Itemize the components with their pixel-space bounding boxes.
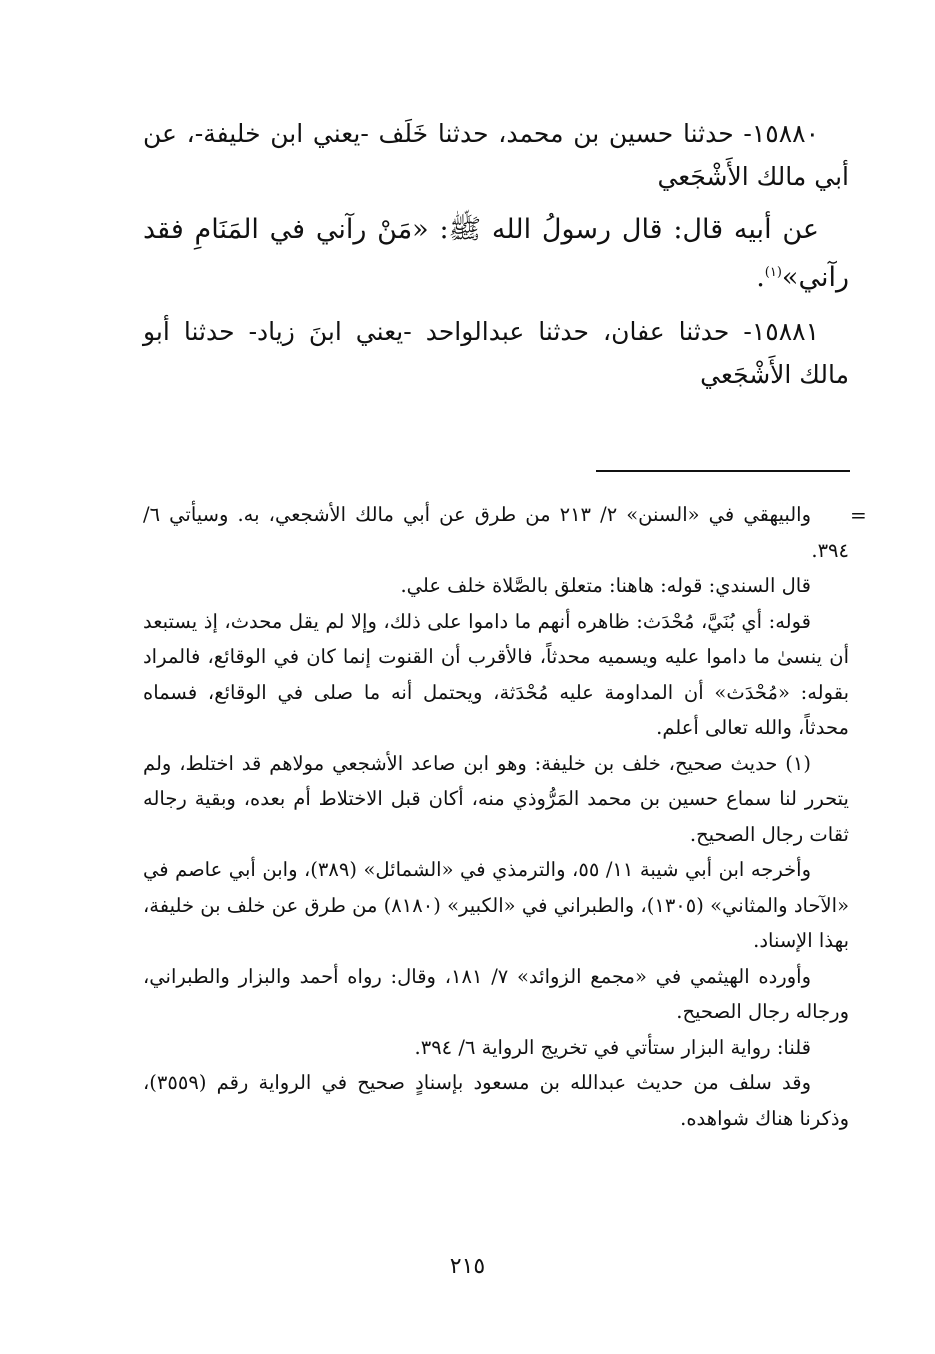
- footnote-paragraph: والبيهقي في «السنن» ٢/ ٢١٣ من طرق عن أبي مالك الأشجعي، به. وسيأتي ٦/ ٣٩٤.: [143, 503, 849, 562]
- page-number: ٢١٥: [449, 1254, 486, 1279]
- hadith-15880-matn-text: عن أبيه قال: قال رسولُ الله ﷺ: «مَنْ رآني في المَنَامِ فقد رآني»: [143, 214, 849, 293]
- footnote-paragraph: وأورده الهيثمي في «مجمع الزوائد» ٧/ ١٨١، وقال: رواه أحمد والبزار والطبراني، ورجاله رجال الصحيح.: [143, 964, 849, 1023]
- footnotes: [143, 497, 849, 1136]
- hadith-15880-matn: [143, 206, 849, 302]
- footnote-paragraph: قلنا: رواية البزار ستأتي في تخريج الرواية ٦/ ٣٩٤.: [414, 1035, 811, 1059]
- hadith-15880-isnad: ١٥٨٨٠- حدثنا حسين بن محمد، حدثنا خَلَف -يعني ابن خليفة-، عن أبي مالك الأَشْجَعي: [143, 119, 849, 191]
- footnote-paragraph: وقد سلف من حديث عبدالله بن مسعود بإسنادٍ صحيح في الرواية رقم (٣٥٥٩)، وذكرنا هناك شواهده.: [143, 1071, 849, 1130]
- main-text: [143, 112, 849, 396]
- footnote-1: (١) حديث صحيح، خلف بن خليفة: وهو ابن صاعد الأشجعي مولاهم قد اختلط، ولم يتحرر لنا سماع حسين بن محمد المَرُّوذي منه، أكان قبل الاختلاط أم بعده، وبقية رجاله ثقات رجال الصحيح.: [143, 751, 849, 846]
- footnote-reference-1[interactable]: (١): [764, 265, 782, 280]
- hadith-15881-isnad: ١٥٨٨١- حدثنا عفان، حدثنا عبدالواحد -يعني ابنَ زياد- حدثنا أبو مالك الأَشْجَعي: [143, 317, 849, 389]
- footnote-continuation-marker: =: [850, 503, 867, 527]
- footnote-paragraph: وأخرجه ابن أبي شيبة ١١/ ٥٥، والترمذي في «الشمائل» (٣٨٩)، وابن أبي عاصم في «الآحاد والمثاني» (١٣٠٥)، والطبراني في «الكبير» (٨١٨٠) من طرق عن خلف بن خليفة، بهذا الإسناد.: [143, 858, 850, 952]
- footnote-paragraph: قوله: أي بُنَيَّ، مُحْدَث: ظاهره أنهم ما داموا على ذلك، وإلا لم يقل محدث، إذ يستبعد أن ينسىٰ ما داموا عليه ويسميه محدثاً، فالأقرب أن القنوت إنما كان في الوقائع، فالمراد بقوله: «مُحْدَث» أن المداومة عليه مُحْدَثة، ويحتمل أنه ما صلى في الوقائع، فسماه محدثاً، والله تعالى أعلم.: [143, 609, 849, 739]
- footnote-paragraph: قال السندي: قوله: هاهنا: متعلق بالصَّلاة خلف علي.: [400, 574, 811, 597]
- hadith-15880-matn-end: .: [756, 262, 765, 293]
- footnote-divider: [596, 470, 850, 472]
